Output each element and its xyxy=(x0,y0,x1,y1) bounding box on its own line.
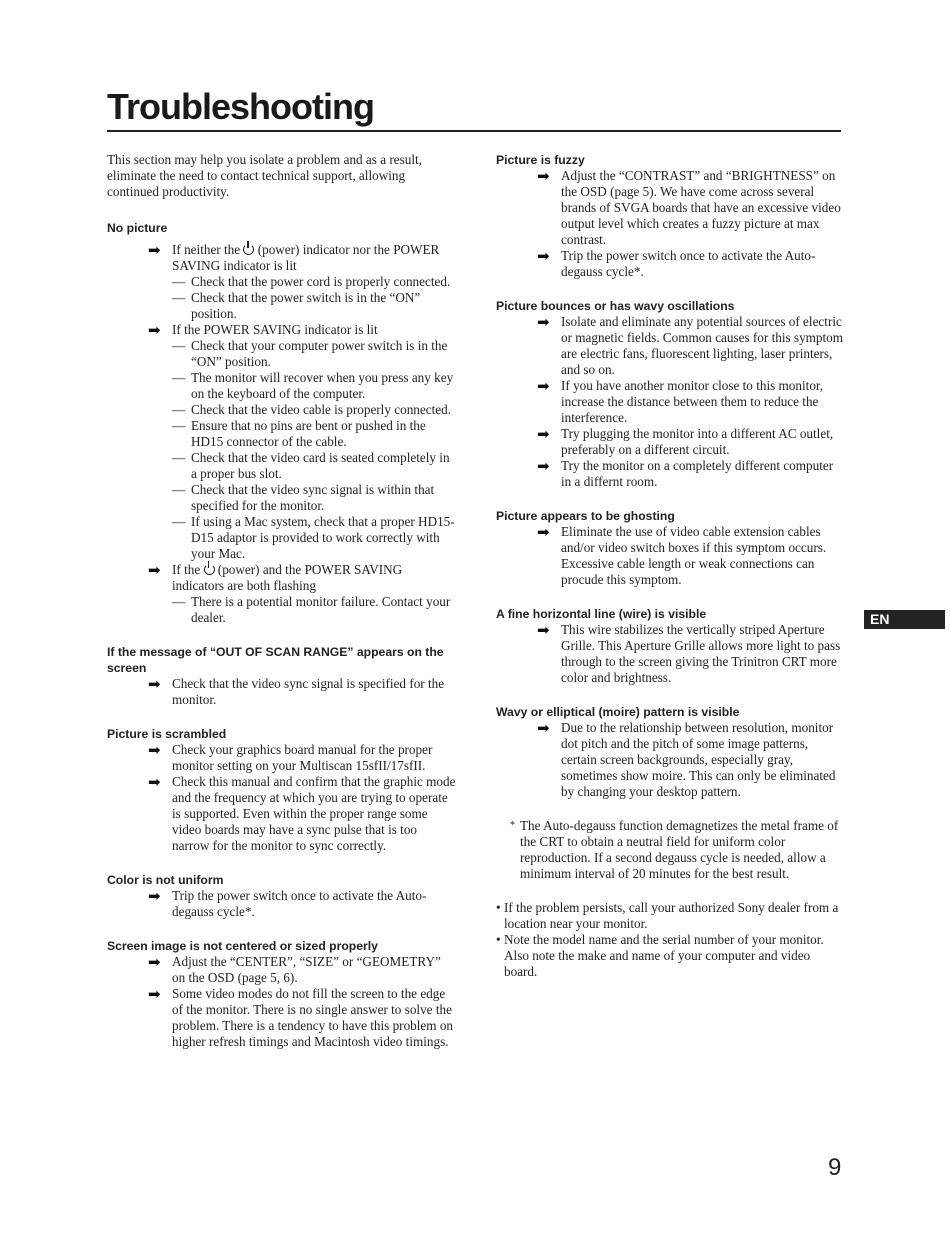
arrow-item: ➡ Adjust the “CONTRAST” and “BRIGHTNESS” on the OSD (page 5). We have come across several brands of SVGA boards that have an excessive video output level which creates a fuzzy picture at max contrast. xyxy=(537,167,841,247)
left-column xyxy=(107,152,457,1050)
arrow-icon: ➡ xyxy=(148,741,161,759)
arrow-item: ➡ If neither the (power) indicator nor the POWER SAVING indicator is lit xyxy=(148,241,440,273)
right-column xyxy=(496,152,844,980)
arrow-icon: ➡ xyxy=(148,241,161,259)
section-heading: Picture is scrambled xyxy=(107,727,227,741)
section-heading: Wavy or elliptical (moire) pattern is visible xyxy=(496,705,740,719)
arrow-icon: ➡ xyxy=(537,377,550,395)
arrow-icon: ➡ xyxy=(537,719,550,737)
section-heading: Picture appears to be ghosting xyxy=(496,509,675,523)
arrow-icon: ➡ xyxy=(148,561,161,579)
dash-item: — Check that the video card is seated completely in a proper bus slot. xyxy=(172,450,450,481)
dash-item: — Check that the video sync signal is within that specified for the monitor. xyxy=(172,482,435,513)
bullet-list xyxy=(496,900,844,980)
dash-item: — Ensure that no pins are bent or pushed in the HD15 connector of the cable. xyxy=(172,418,426,449)
arrow-item: ➡ Try the monitor on a completely different computer in a differnt room. xyxy=(537,457,834,489)
section-scrambled xyxy=(107,726,457,854)
section-bounces xyxy=(496,298,844,490)
arrow-icon: ➡ xyxy=(537,621,550,639)
arrow-item: ➡ Eliminate the use of video cable extension cables and/or video switch boxes if this symptom occurs. Excessive cable length or weak connections can procude this symptom. xyxy=(537,523,827,587)
section-heading: Picture is fuzzy xyxy=(496,153,585,167)
section-heading: Picture bounces or has wavy oscillations xyxy=(496,299,735,313)
arrow-item: ➡ If the POWER SAVING indicator is lit xyxy=(148,321,378,339)
power-icon xyxy=(243,244,254,255)
arrow-item: ➡ Some video modes do not fill the screen to the edge of the monitor. There is no single answer to solve the problem. There is a tendency to have this problem on higher refresh timings and Macintosh video timings. xyxy=(148,985,454,1049)
arrow-icon: ➡ xyxy=(148,953,161,971)
arrow-icon: ➡ xyxy=(537,523,550,541)
dash-item: — The monitor will recover when you press any key on the keyboard of the computer. xyxy=(172,370,454,401)
arrow-item: ➡ Check this manual and confirm that the graphic mode and the frequency at which you are trying to operate is supported. Even within the proper range some video boards may have a sync pulse that is too narrow for the monitor to sync correctly. xyxy=(148,773,456,853)
arrow-item: ➡ This wire stabilizes the vertically striped Aperture Grille. This Aperture Grille allows more light to pass through to the screen giving the Trinitron CRT more color and brightness. xyxy=(537,621,841,685)
arrow-icon: ➡ xyxy=(148,887,161,905)
section-heading: Color is not uniform xyxy=(107,873,224,887)
arrow-icon: ➡ xyxy=(537,167,550,185)
title-rule xyxy=(107,130,841,132)
page-title: Troubleshooting xyxy=(107,86,374,127)
dash-item: — Check that your computer power switch is in the “ON” position. xyxy=(172,338,448,369)
section-heading: A fine horizontal line (wire) is visible xyxy=(496,607,707,621)
arrow-icon: ➡ xyxy=(537,313,550,331)
section-heading: No picture xyxy=(107,221,168,235)
section-heading: If the message of “OUT OF SCAN RANGE” appears on the screen xyxy=(107,645,444,675)
section-out-of-scan xyxy=(107,644,457,708)
intro-paragraph: This section may help you isolate a problem and as a result, eliminate the need to contact technical support, allowing continued productivity. xyxy=(107,152,422,199)
bullet-item: • Note the model name and the serial number of your monitor. Also note the make and name of your computer and video board. xyxy=(496,932,824,979)
arrow-item: ➡ Check your graphics board manual for the proper monitor setting on your Multiscan 15sfII/17sfII. xyxy=(148,741,433,773)
language-tab: EN xyxy=(864,610,945,629)
arrow-icon: ➡ xyxy=(537,247,550,265)
dash-item: — There is a potential monitor failure. Contact your dealer. xyxy=(172,594,451,625)
arrow-icon: ➡ xyxy=(537,425,550,443)
section-heading: Screen image is not centered or sized properly xyxy=(107,939,378,953)
section-horizontal-line xyxy=(496,606,844,686)
arrow-icon: ➡ xyxy=(537,457,550,475)
arrow-item: ➡ Trip the power switch once to activate the Auto-degauss cycle*. xyxy=(537,247,816,279)
section-not-centered xyxy=(107,938,457,1050)
dash-item: — Check that the power switch is in the “ON” position. xyxy=(172,290,421,321)
section-no-picture xyxy=(107,220,457,626)
section-fuzzy xyxy=(496,152,844,280)
footnote xyxy=(496,818,844,882)
arrow-item: ➡ Due to the relationship between resolution, monitor dot pitch and the pitch of some image patterns, certain screen backgrounds, especially gray, sometimes show moire. This can only be eliminated by changing your desktop pattern. xyxy=(537,719,836,799)
bullet-item: • If the problem persists, call your authorized Sony dealer from a location near your monitor. xyxy=(496,900,839,931)
section-ghosting xyxy=(496,508,844,588)
section-moire xyxy=(496,704,844,800)
arrow-item: ➡ Check that the video sync signal is specified for the monitor. xyxy=(148,675,445,707)
footnote-text: The Auto-degauss function demagnetizes the metal frame of the CRT to obtain a neutral field for uniform color reproduction. If a second degauss cycle is needed, allow a minimum interval of 20 minutes for the best result. xyxy=(520,818,839,881)
arrow-item: ➡ Isolate and eliminate any potential sources of electric or magnetic fields. Common causes for this symptom are electric fans, fluorescent lighting, laser printers, and so on. xyxy=(537,313,844,377)
power-icon xyxy=(204,564,215,575)
dash-item: — Check that the video cable is properly connected. xyxy=(172,402,451,417)
page-number: 9 xyxy=(828,1154,842,1181)
arrow-item: ➡ Trip the power switch once to activate the Auto-degauss cycle*. xyxy=(148,887,427,919)
arrow-item: ➡ Adjust the “CENTER”, “SIZE” or “GEOMETRY” on the OSD (page 5, 6). xyxy=(148,953,441,985)
arrow-icon: ➡ xyxy=(148,675,161,693)
arrow-item: ➡ If the (power) and the POWER SAVING indicators are both flashing xyxy=(148,561,403,593)
dash-item: — Check that the power cord is properly connected. xyxy=(172,274,451,289)
arrow-item: ➡ If you have another monitor close to this monitor, increase the distance between them to reduce the interference. xyxy=(537,377,824,425)
arrow-icon: ➡ xyxy=(148,773,161,791)
section-color xyxy=(107,872,457,920)
arrow-item: ➡ Try plugging the monitor into a different AC outlet, preferably on a different circuit. xyxy=(537,425,834,457)
arrow-icon: ➡ xyxy=(148,321,161,339)
arrow-icon: ➡ xyxy=(148,985,161,1003)
dash-item: — If using a Mac system, check that a proper HD15-D15 adaptor is provided to work correctly with your Mac. xyxy=(172,514,455,561)
footnote-mark: * xyxy=(510,820,515,831)
